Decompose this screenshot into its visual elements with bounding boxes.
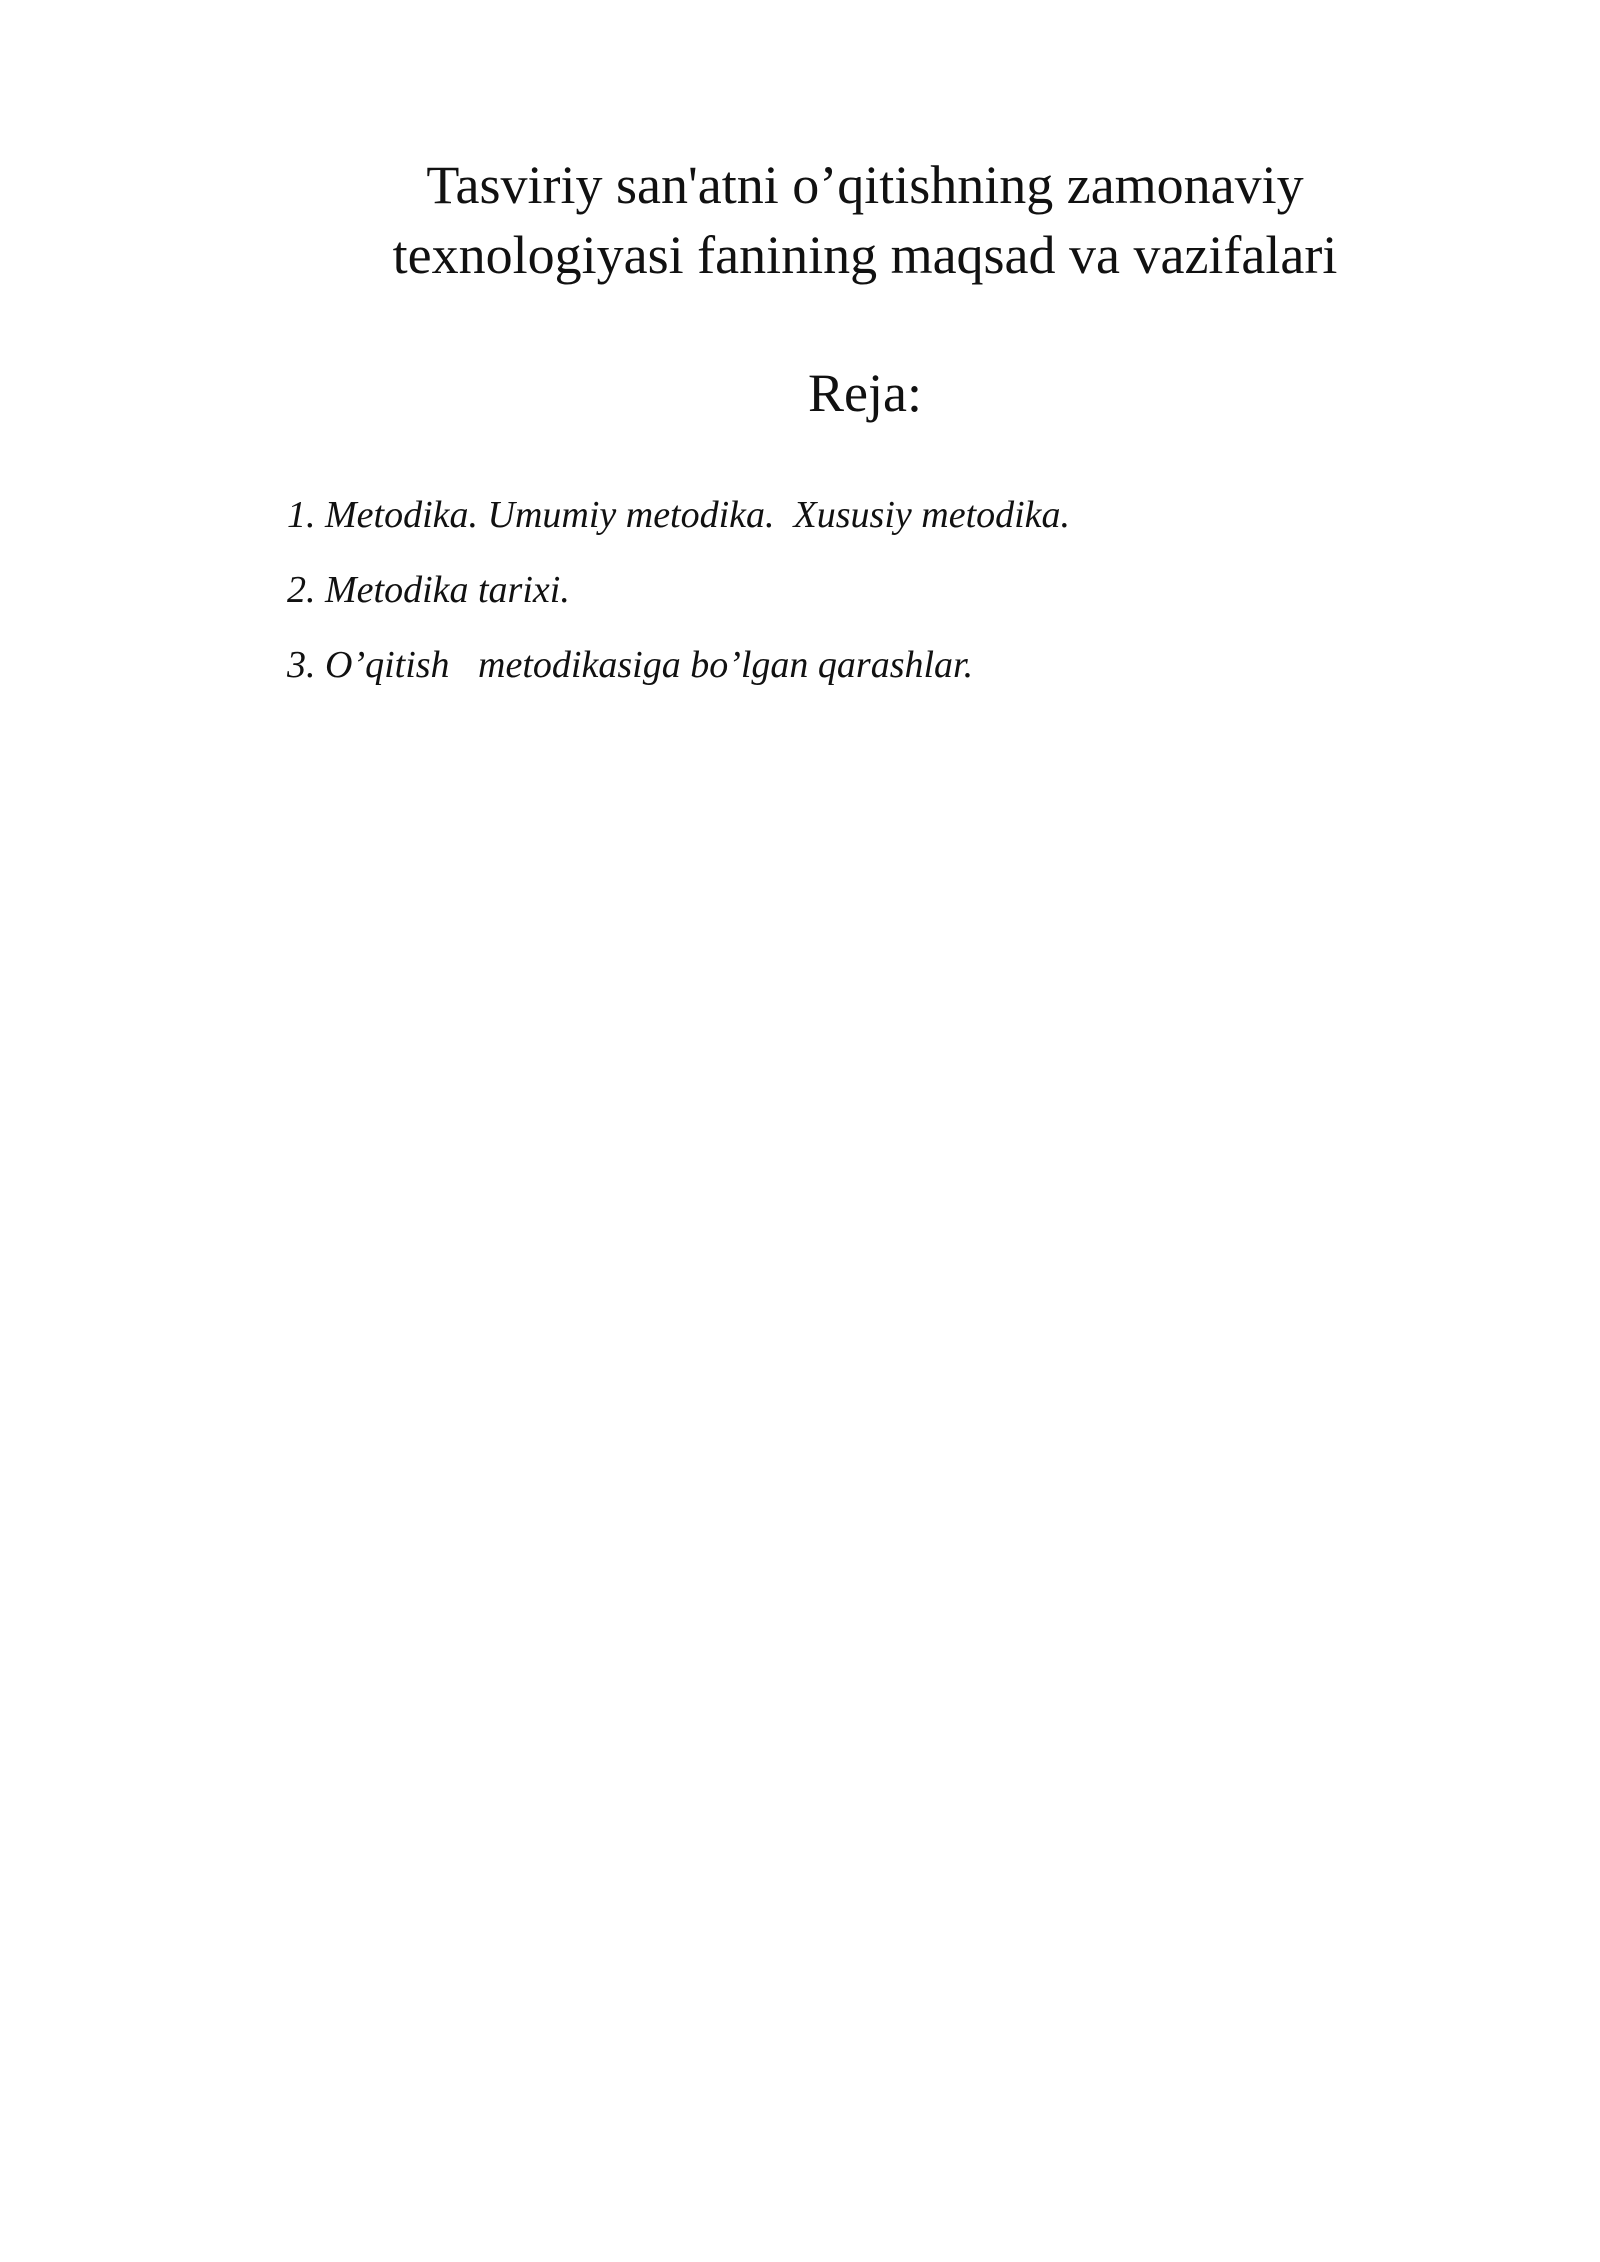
plan-item-3: 3. O’qitish metodikasiga bo’lgan qarashlar. xyxy=(287,644,974,686)
document-title xyxy=(300,150,1430,290)
plan-item-2: 2. Metodika tarixi. xyxy=(287,569,570,611)
title-line-2: texnologiyasi fanining maqsad va vazifalari xyxy=(392,225,1338,285)
plan-list xyxy=(287,490,1070,715)
plan-heading: Reja: xyxy=(808,363,922,423)
title-line-1: Tasviriy san'atni o’qitishning zamonaviy xyxy=(426,155,1304,215)
plan-item-1: 1. Metodika. Umumiy metodika. Xususiy metodika. xyxy=(287,494,1071,536)
